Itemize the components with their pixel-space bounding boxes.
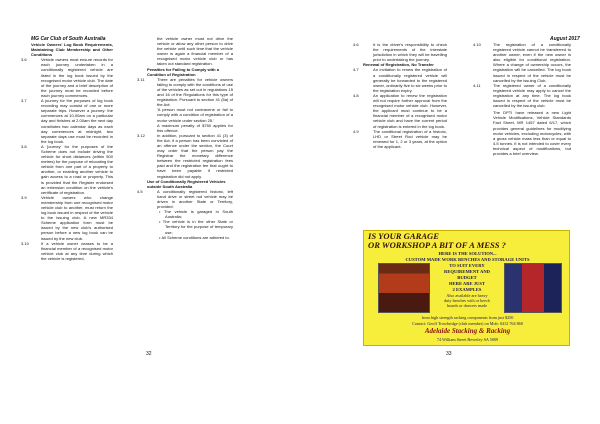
ad-solution: HERE IS THE SOLUTION... — [438, 251, 497, 256]
clause-3-12: 3.12 In addition, pursuant to section 41 (3) of the Act, if a person has been convicted of an offence under the section, the Court may order that the person pay the Registrar the monetary difference between the restricted registration fees paid and the registration fee that ought to have been payable if restricted registration did not apply. — [137, 132, 233, 179]
clause-3-7: 3.7 A journey for the purposes of log book recording may consist of one or more separate trips. However a journey: the commences at 10.00am on a particular day and finishes at 2.00am the next day constitutes two calendar days as each day commences at midnight, two separate days use must be recorded in the log book. — [21, 98, 113, 144]
clause-3-9: 3.9 Vehicle owners who change membership from one recognised motor vehicle club to another, must return the log book issued in respect of the vehicle to the issuing club. A new MR334 Scheme application form must be issued by the new club's authorised person before a new log book can be issued by the new club. — [21, 194, 113, 241]
advertisement — [363, 230, 570, 346]
ad-text: duty benches with or beech — [444, 298, 490, 303]
page-header-left: MG Car Club of South Australia — [31, 36, 106, 42]
ad-address: 74 William Street Beverley SA 5009 — [436, 337, 499, 342]
ad-text: Also available are heavy — [446, 293, 488, 298]
ad-products: CUSTOM MADE WORK BENCHES AND STORAGE UNITS — [405, 257, 530, 262]
penalties-heading: Penalties for Failing to Comply with a Condition of Registration — [147, 66, 219, 77]
clause-3-8: 3.8 A 'journey' for the purposes of the Scheme does not include driving the vehicle for short distances (within 500 metres) for the purpose of relocating the vehicle from one part of a property to another, or enabling another vehicle to gain access to a road or property. This is provided that the Register endorsed an extension condition on the vehicle's certificate of registration. — [21, 143, 113, 195]
clause-3-11: 3.11 There are penalties for vehicle owners failing to comply with the conditions of use of the vehicles as set out in regulations 15 and 16 of the Regulations for this type of registration. Pursuant to section 41 (5a) of the Act: — [137, 76, 233, 108]
page-number-left: 32 — [146, 351, 152, 357]
right-column-1 — [353, 42, 447, 149]
ad-text: TO SUIT EVERY — [449, 263, 485, 268]
right-page — [300, 0, 600, 424]
workbench-photo — [378, 263, 430, 313]
ad-headline-line-1: IS YOUR GARAGE — [368, 231, 439, 241]
ad-text: boards or drawers made — [446, 303, 488, 308]
section-title: Vehicle Owners' Log Book Requirements, Maintaining Club Membership and Other Conditions — [31, 42, 113, 58]
left-column-2 — [137, 36, 233, 240]
clause-3-6: 3.6 Vehicle owners must ensure records for each journey undertaken in a conditionally registered vehicle are listed in the log book issued by the recognised motor vehicle club. The date of the journey and a brief description of the journey must be recorded before each journey commences. — [21, 57, 113, 98]
clause-4-9: 4.9 The conditional registration of a historic, LHD or Street Rod vehicle may be renewed for 1, 2 or 3 years, at the option of the applicant. — [353, 128, 447, 149]
ad-text: REQUIREMENT AND — [444, 269, 490, 274]
clause-4-10: 4.10 The registration of a conditionally registered vehicle cannot be transferred to another owner, even if the new owner is also eligible for conditional registration. Where a change of ownership occurs, the registration will be cancelled. The log book issued in respect of the vehicle must be cancelled by the issuing Club. — [473, 42, 571, 83]
page-header-right: August 2017 — [550, 36, 580, 42]
clause-3-10: 3.10 If a vehicle owner ceases to be a financial member of a recognised motor vehicle club at any time during which the vehicle is registered, — [21, 240, 113, 261]
ad-headline-line-2: OR WORKSHOP A BIT OF A MESS ? — [368, 240, 506, 250]
bullet-item: • The vehicle is in the other State or Territory for the purpose of temporary use; — [159, 219, 233, 235]
quote-penalty: A maximum penalty of $750 applies for this offence. — [157, 122, 233, 133]
continued-text: the vehicle owner must not drive the vehicle or allow any other person to drive the vehicle until such time that the vehicle owner is again a financial member of a recognised motor vehicle club or has taken out standard registration. — [157, 36, 233, 67]
fact-sheet-note: The DPTI have released a new Light Vehicle Modifications, Vehicle Standards Fact Sheet, MR 1457 dated 6/17, which provides general guidelines for modifying motor vehicles, excluding motorcycles, with a gross vehicle mass less than or equal to 4.5 tonnes. It is not intended to cover every technical aspect of modifications, but provides a brief overview. — [493, 110, 571, 156]
ad-contact: Contact: Geoff Trowbridge (club member) on Mob: 0412 764 868 — [412, 321, 523, 326]
ad-text: HERE ARE JUST — [449, 281, 485, 286]
clause-4-7: 4.7 An invitation to renew the registration of a conditionally registered vehicle will generally be forwarded to the registered owner, ordinarily five to six weeks prior to the registration expiry. — [353, 67, 447, 93]
clause-4-8: 4.8 An application to renew the registration will not require further approval from the recognised motor vehicle club. However, the applicant must continue to be a financial member of a recognised motor vehicle club and have the current period of registration is entered in the log book. — [353, 92, 447, 129]
storage-unit-photo — [504, 263, 562, 313]
clause-4-11: 4.11 The registered owner of a conditionally registered vehicle may apply to cancel the registration at any time. The log book issued in respect of the vehicle must be cancelled by the issuing club. — [473, 82, 571, 109]
interstate-heading: Use of Conditionally Registered Vehicles outside South Australia — [147, 178, 226, 189]
page-number-right: 33 — [446, 351, 452, 357]
ad-text: BUDGET — [457, 275, 477, 280]
renewal-heading: Renewal of Registration, No Transfer — [363, 62, 434, 68]
ad-brand: Adelaide Stacking & Racking — [424, 327, 511, 335]
quote-offence: 'A person must not contravene or fail to comply with a condition of registration of a motor vehicle under section 25.' — [157, 107, 233, 123]
right-column-2 — [473, 42, 571, 156]
ad-text: 2 EXAMPLES — [452, 287, 482, 292]
clause-4-5: 4.5 A conditionally registered historic, left hand drive or street rod vehicle may be driven in another State or Territory, provided: — [137, 188, 233, 210]
bullet-item: • The vehicle is garaged in South Australia; — [159, 209, 233, 220]
ad-headline — [368, 232, 568, 250]
bullet-item: • All Scheme conditions are adhered to. — [159, 234, 230, 240]
left-column-1 — [21, 42, 113, 261]
ad-text: from high strength racking components from just $250 — [421, 315, 514, 320]
clause-4-6: 4.6 It is the driver's responsibility to check the requirements of the interstate jurisdiction in which they will be travelling prior to undertaking the journey. — [353, 42, 447, 63]
